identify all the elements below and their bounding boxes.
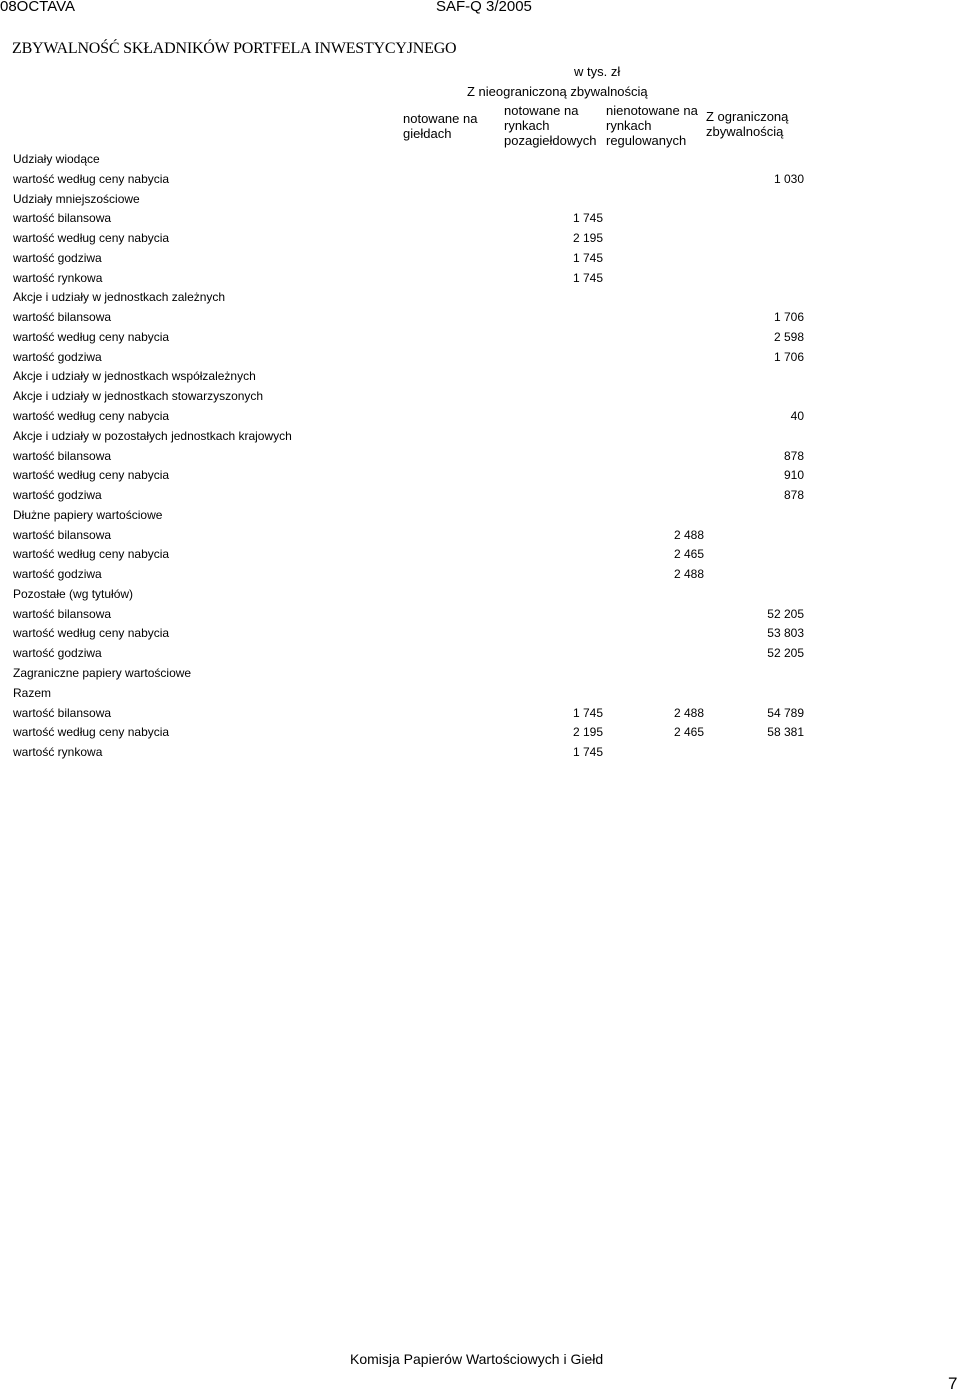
cell-pozagieldowych: 1 745 [572,211,603,226]
table-row [0,528,960,548]
cell-ograniczona: 58 381 [767,725,804,740]
table-row [0,646,960,666]
table-row [0,290,960,310]
row-label: Akcje i udziały w jednostkach stowarzyszonych [13,389,264,404]
row-label: wartość rynkowa [13,745,103,760]
table-row [0,330,960,350]
col-header-nienotowane: nienotowane na rynkach regulowanych [606,103,698,148]
cell-ograniczona: 52 205 [767,606,804,621]
cell-ograniczona: 1 706 [773,349,804,364]
table-row [0,547,960,567]
group-header: Z nieograniczoną zbywalnością [467,84,648,99]
cell-pozagieldowych: 1 745 [572,705,603,720]
table-row [0,429,960,449]
table-row [0,172,960,192]
row-label: wartość godziwa [13,646,102,661]
row-label: wartość według ceny nabycia [13,409,170,423]
cell-nienotowane: 2 465 [673,547,704,562]
table-row [0,369,960,389]
cell-nienotowane: 2 488 [673,527,704,542]
cell-nienotowane: 2 488 [673,705,704,720]
table-row [0,567,960,587]
page-number: 7 [948,1374,958,1393]
header-center: SAF-Q 3/2005 [436,0,532,15]
table-row [0,587,960,607]
col-header-ograniczona: Z ograniczoną zbywalnością [706,109,789,139]
cell-pozagieldowych: 1 745 [572,270,603,285]
page-title: ZBYWALNOŚĆ SKŁADNIKÓW PORTFELA INWESTYCYJNEGO [12,40,457,57]
cell-pozagieldowych: 1 745 [572,745,603,760]
cell-nienotowane: 2 488 [673,567,704,582]
table-row [0,350,960,370]
col-header-gieldach: notowane na giełdach [403,111,478,141]
table-row [0,310,960,330]
table-row [0,389,960,409]
table-row [0,449,960,469]
row-label: wartość bilansowa [13,606,112,621]
table-row [0,725,960,745]
row-label: wartość bilansowa [13,448,112,463]
row-label: wartość według ceny nabycia [13,468,170,483]
row-label: Akcje i udziały w jednostkach współzależnych [13,369,256,384]
header-left: 08OCTAVA [0,0,76,15]
row-label: wartość według ceny nabycia [13,626,170,641]
cell-pozagieldowych: 2 195 [572,725,603,740]
row-label: Akcje i udziały w pozostałych jednostkach krajowych [13,428,292,443]
table-row [0,409,960,429]
row-label: Akcje i udziały w jednostkach zależnych [13,290,226,305]
cell-ograniczona: 2 598 [773,329,804,344]
cell-ograniczona: 53 803 [767,626,804,641]
row-label: wartość godziwa [13,488,102,503]
cell-pozagieldowych: 2 195 [572,231,603,246]
cell-ograniczona: 878 [783,448,804,463]
table-row [0,706,960,726]
table-row [0,686,960,706]
row-label: wartość według ceny nabycia [13,725,170,740]
table-row [0,271,960,291]
row-label: wartość rynkowa [13,270,103,285]
row-label: wartość bilansowa [13,705,112,720]
row-label: Udziały wiodące [13,152,100,166]
table-row [0,152,960,172]
table-row [0,251,960,271]
cell-ograniczona: 52 205 [767,646,804,661]
row-label: wartość bilansowa [13,211,112,226]
row-label: Pozostałe (wg tytułów) [13,586,134,601]
row-label: wartość godziwa [13,349,102,364]
row-label: wartość bilansowa [13,310,112,325]
cell-nienotowane: 2 465 [673,725,704,740]
cell-ograniczona: 54 789 [767,705,804,720]
cell-pozagieldowych: 1 745 [572,250,603,265]
row-label: Razem [13,685,52,700]
row-label: wartość według ceny nabycia [13,171,170,186]
row-label: Dłużne papiery wartościowe [13,507,163,522]
row-label: wartość godziwa [13,250,102,265]
table-row [0,508,960,528]
table-row [0,745,960,765]
cell-ograniczona: 878 [783,488,804,503]
row-label: wartość według ceny nabycia [13,231,170,246]
row-label: Udziały mniejszościowe [13,191,140,206]
footer-text: Komisja Papierów Wartościowych i Giełd [350,1351,604,1367]
row-label: wartość według ceny nabycia [13,329,170,344]
table-row [0,192,960,212]
cell-ograniczona: 40 [790,409,804,423]
row-label: Zagraniczne papiery wartościowe [13,666,192,681]
cell-ograniczona: 910 [783,468,804,483]
row-label: wartość według ceny nabycia [13,547,170,562]
table-row [0,231,960,251]
col-header-pozagieldowych: notowane na rynkach pozagiełdowych [504,103,597,148]
row-label: wartość godziwa [13,567,102,582]
table-row [0,211,960,231]
cell-ograniczona: 1 706 [773,310,804,325]
table-row [0,607,960,627]
unit-label: w tys. zł [574,64,621,79]
table-row [0,626,960,646]
table-row [0,666,960,686]
table-row [0,468,960,488]
table-row [0,488,960,508]
row-label: wartość bilansowa [13,527,112,542]
cell-ograniczona: 1 030 [773,171,804,186]
